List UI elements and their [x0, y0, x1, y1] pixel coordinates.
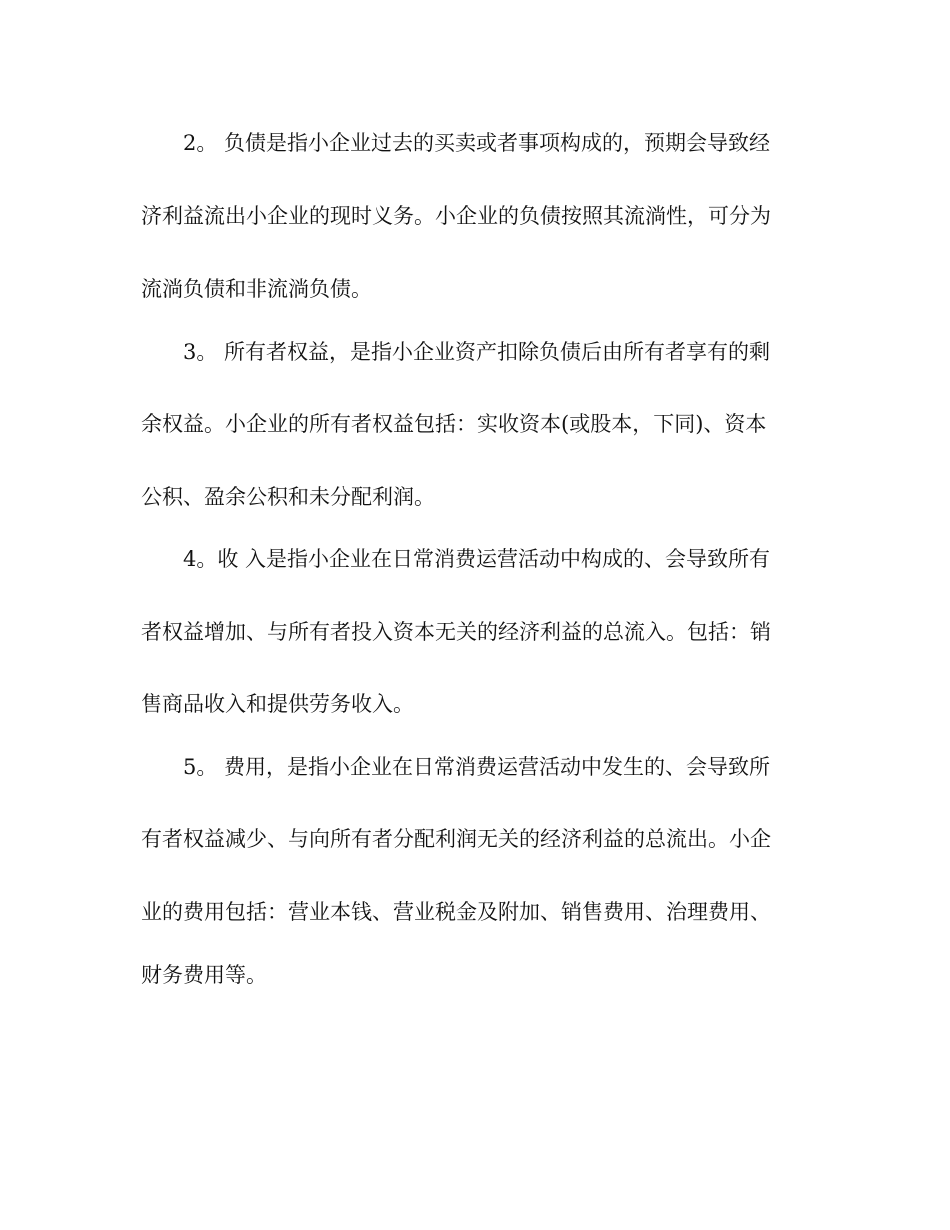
paragraph-3-line-1: 3。 所有者权益，是指小企业资产扣除负债后由所有者享有的剩	[183, 340, 771, 364]
paragraph-5-line-3: 业的费用包括：营业本钱、营业税金及附加、销售费用、治理费用、	[141, 900, 771, 924]
paragraph-3-line-3: 公积、盈余公积和未分配利润。	[141, 485, 435, 509]
paragraph-5-line-1: 5。 费用，是指小企业在日常消费运营活动中发生的、会导致所	[183, 755, 771, 779]
paragraph-2-line-3: 流淌负债和非流淌负债。	[141, 277, 372, 301]
paragraph-4-line-3: 售商品收入和提供劳务收入。	[141, 692, 414, 716]
paragraph-2-line-1: 2。 负债是指小企业过去的买卖或者事项构成的，预期会导致经	[183, 131, 771, 155]
paragraph-4-line-1: 4。收 入是指小企业在日常消费运营活动中构成的、会导致所有	[183, 547, 771, 571]
paragraph-5-line-4: 财务费用等。	[141, 963, 267, 987]
paragraph-2-line-2: 济利益流出小企业的现时义务。小企业的负债按照其流淌性，可分为	[141, 204, 771, 228]
paragraph-3-line-2: 余权益。小企业的所有者权益包括：实收资本(或股本，下同)、资本	[141, 412, 767, 436]
paragraph-5-line-2: 有者权益减少、与向所有者分配利润无关的经济利益的总流出。小企	[141, 827, 771, 851]
paragraph-4-line-2: 者权益增加、与所有者投入资本无关的经济利益的总流入。包括：销	[141, 620, 771, 644]
